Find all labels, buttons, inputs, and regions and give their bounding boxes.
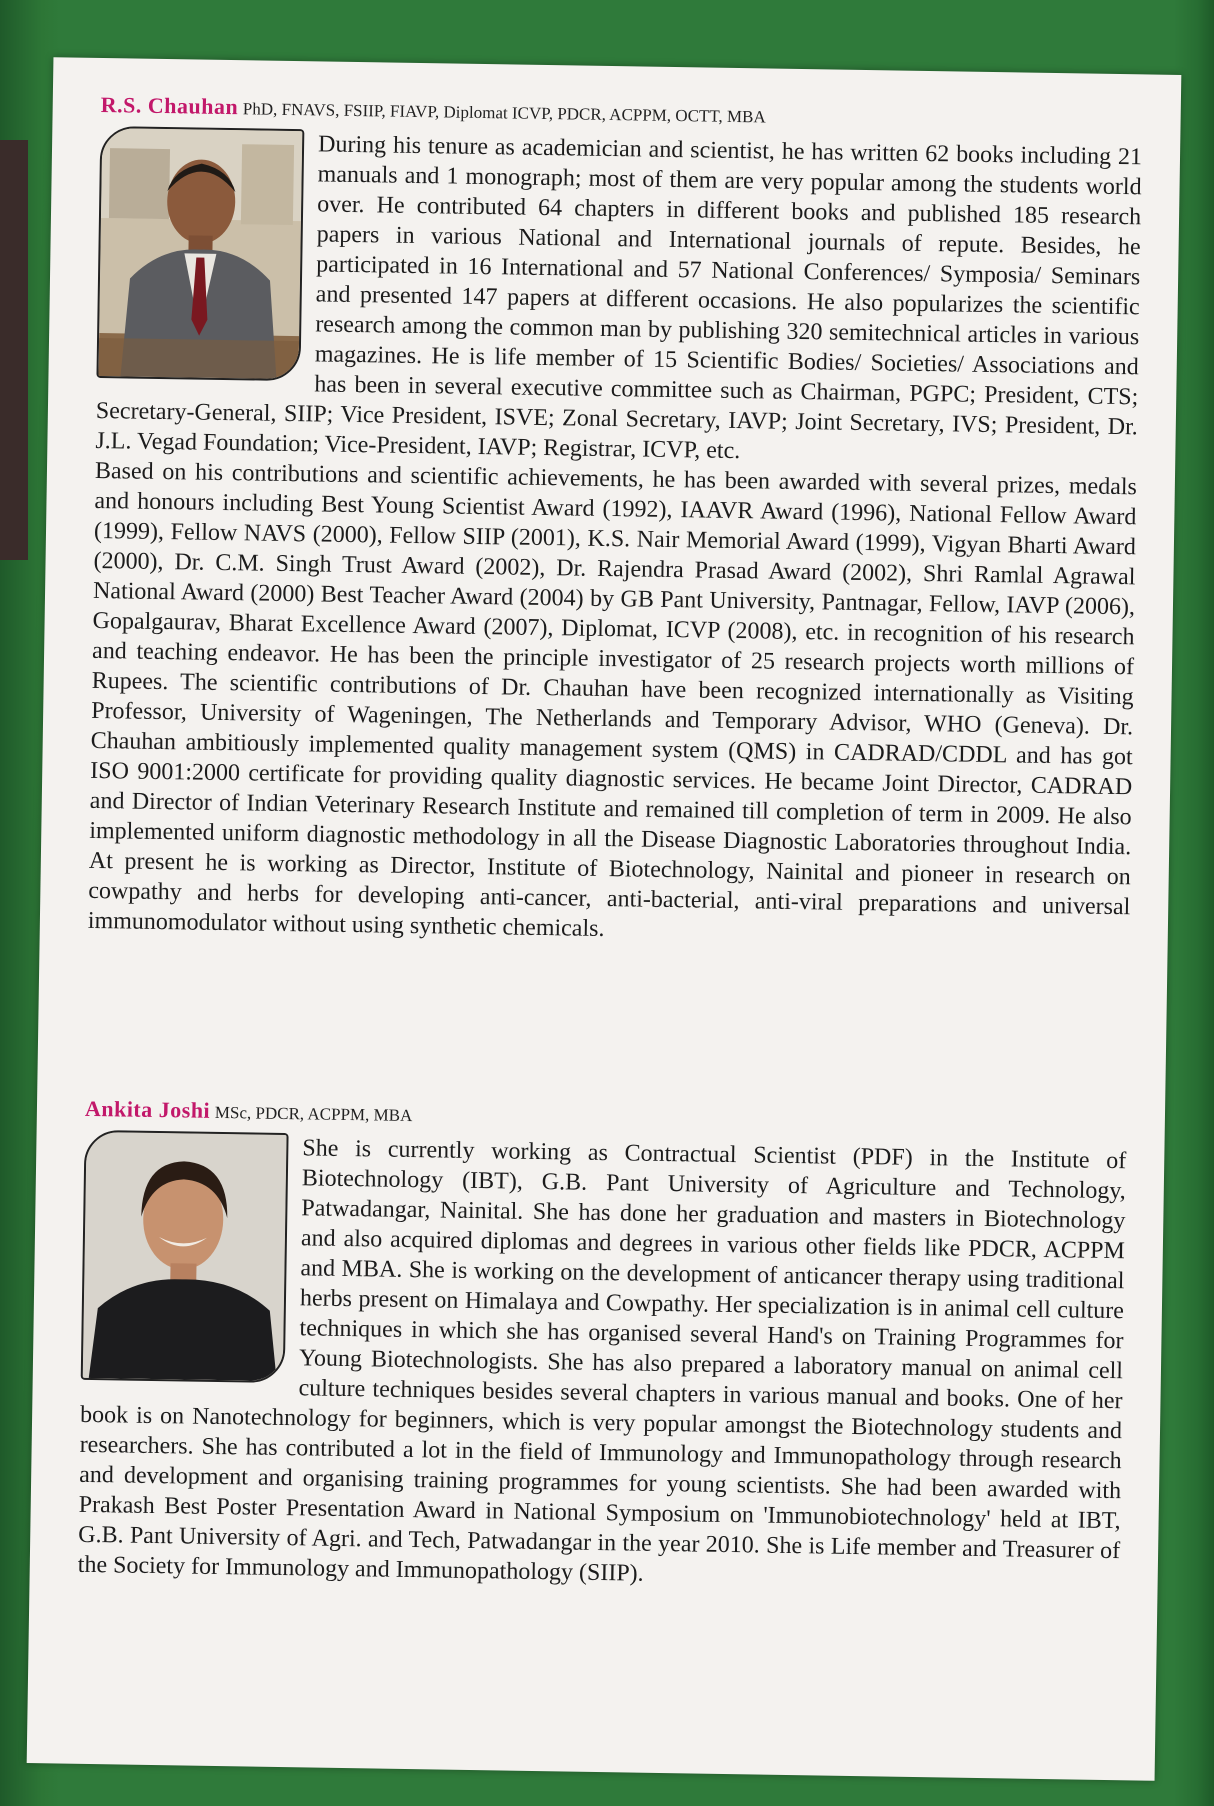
bio-paragraph: Based on his contributions and scientific achievements, he has been awarded with several prizes, medals and honours including Best Young Scientist Award (1992), IAAVR Award (1996), National Fellow Award (1999), Fellow NAVS (2000), Fellow SIIP (2001), K.S. Nair Memorial Award (1999), Vigyan Bharti Award (2000), Dr. C.M. Singh Trust Award (2002), Dr. Rajendra Prasad Award (2002), Shri Ramlal Agrawal National Award (2000) Best Teacher Award (2004) by GB Pant University, Pantnagar, Fellow, IAVP (2006), Gopalgaurav, Bharat Excellence Award (2007), Diplomat, ICVP (2008), etc. in recognition of his research and teaching endeavor. He has been the principle investigator of 25 research projects worth millions of Rupees. The scientific contributions of Dr. Chauhan have been recognized internationally as Visiting Professor, University of Wageningen, The Netherlands and Temporary Advisor, WHO (Geneva). Dr. Chauhan ambitiously implemented quality management system (QMS) in CADRAD/CDDL and has got ISO 9001:2000 certificate for providing quality diagnostic services. He became Joint Director, CADRAD and Director of Indian Veterinary Research Institute and remained till completion of term in 2009. He also implemented uniform diagnostic methodology in all the Disease Diagnostic Laboratories throughout India. At present he is working as Director, Institute of Biotechnology, Nainital and pioneer in research on cowpathy and herbs for developing anti-cancer, anti-bacterial, anti-viral preparations and universal immunomodulator without using synthetic chemicals.: [87, 457, 1138, 943]
background-shadow: [0, 140, 28, 560]
author-name: Ankita Joshi: [84, 1095, 211, 1123]
author-bio-joshi: [77, 1095, 1127, 1596]
bio-paragraph: During his tenure as academician and scientist, he has written 62 books including 21 manuals and 1 monograph; most of them are very popular among the students world over. He contributed 64 chapters in different books and published 185 research papers in various National and International journals of repute. Besides, he participated in 16 International and 57 National Conferences/ Symposia/ Seminars and presented 147 papers at different occasions. He also popularizes the scientific research among the common man by publishing 320 semitechnical articles in various magazines. He is life member of 15 Scientific Bodies/ Societies/ Associations and has been in several executive committee such as Chairman, PGPC; President, CTS; Secretary-General, SIIP; Vice President, ISVE; Zonal Secretary, IAVP; Joint Secretary, IVS; President, Dr. J.L. Vegad Foundation; Vice-President, IAVP; Registrar, ICVP, etc.: [95, 131, 1143, 465]
bio-paragraph: She is currently working as Contractual Scientist (PDF) in the Institute of Biotechnology (IBT), G.B. Pant University of Agriculture and Technology, Patwadangar, Nainital. She has done her graduation and masters in Biotechnology and also acquired diplomas and degrees in various other fields like PDCR, ACPPM and MBA. She is working on the development of anticancer therapy using traditional herbs present on Himalaya and Cowpathy. Her specialization is in animal cell culture techniques in which she has organised several Hand's on Training Programmes for Young Biotechnologists. She has also prepared a laboratory manual on animal cell culture techniques besides several chapters in various manual and books. One of her book is on Nanotechnology for beginners, which is very popular amongst the Biotechnology students and researchers. She has contributed a lot in the field of Immunology and Immunopathology through research and development and organising training programmes for young scientists. She had been awarded with Prakash Best Poster Presentation Award in National Symposium on 'Immunobiotechnology' held at IBT, G.B. Pant University of Agri. and Tech, Patwadangar in the year 2010. She is Life member and Treasurer of the Society for Immunology and Immunopathology (SIIP).: [77, 1135, 1127, 1587]
author-credentials: MSc, PDCR, ACPPM, MBA: [214, 1102, 413, 1126]
author-photo-joshi: [81, 1130, 289, 1383]
author-credentials: PhD, FNAVS, FSIIP, FIAVP, Diplomat ICVP, PDCR, ACPPM, OCTT, MBA: [242, 99, 766, 127]
author-bio-chauhan: [87, 91, 1143, 952]
cover-edge-right: [1174, 0, 1214, 1806]
author-photo-chauhan: [96, 126, 304, 381]
back-cover-panel: [27, 57, 1182, 1781]
author-name: R.S. Chauhan: [100, 91, 239, 120]
